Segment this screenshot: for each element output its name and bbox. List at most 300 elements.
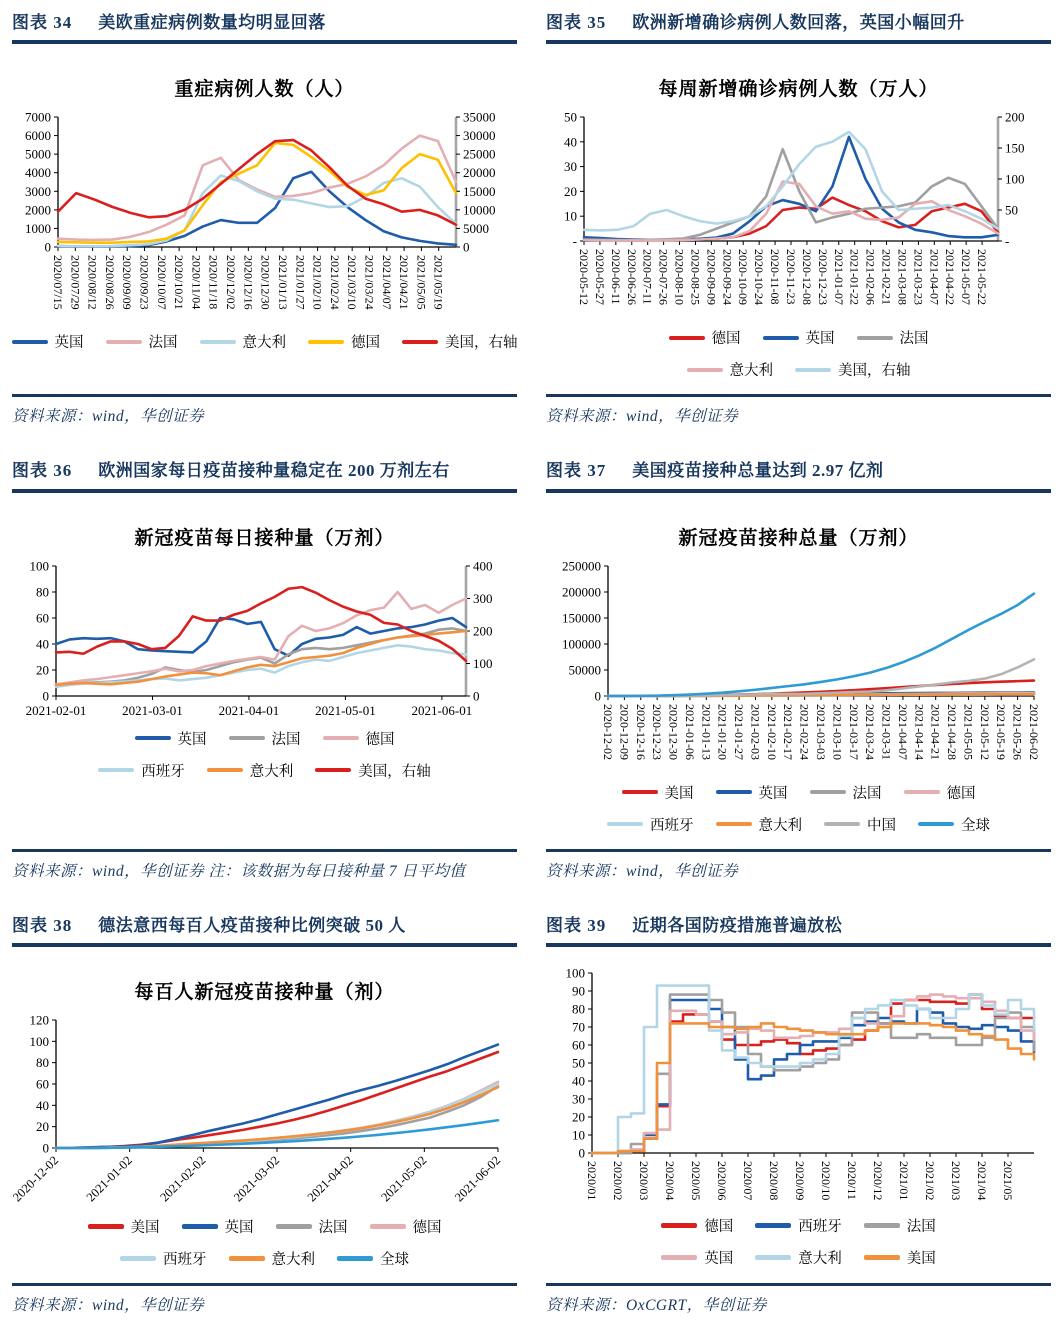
- legend-swatch-icon: [12, 340, 48, 345]
- legend-label: 意大利: [242, 335, 286, 352]
- legend-swatch-icon: [106, 340, 142, 345]
- figure-label: 图表 37: [546, 461, 607, 481]
- svg-text:3000: 3000: [25, 184, 51, 200]
- svg-text:2021-01-02: 2021-01-02: [83, 1152, 135, 1205]
- legend-swatch-icon: [864, 1255, 900, 1260]
- line-chart-svg: [546, 963, 1046, 1211]
- svg-text:2020-12-08: 2020-12-08: [799, 249, 814, 306]
- legend-item: [200, 331, 287, 352]
- line-chart-svg: [12, 558, 512, 724]
- legend-item: [661, 1247, 733, 1268]
- svg-text:2020-12-02: 2020-12-02: [601, 703, 615, 760]
- svg-text:2020/11: 2020/11: [845, 1160, 859, 1200]
- divider: [12, 849, 517, 852]
- svg-text:20: 20: [36, 662, 49, 677]
- svg-text:30000: 30000: [463, 128, 496, 144]
- legend-label: 法国: [271, 731, 301, 748]
- legend-item: [308, 331, 380, 352]
- svg-text:2020-12-16: 2020-12-16: [633, 703, 648, 760]
- figure-header: [546, 911, 1051, 947]
- svg-text:2021/01/27: 2021/01/27: [293, 255, 308, 310]
- svg-text:2020/12/02: 2020/12/02: [224, 255, 239, 310]
- legend-row: [88, 1216, 442, 1237]
- svg-text:2020/12/30: 2020/12/30: [258, 255, 273, 310]
- svg-text:2020/07/15: 2020/07/15: [51, 255, 65, 310]
- svg-text:2020/12: 2020/12: [871, 1160, 885, 1201]
- svg-text:2020-08-25: 2020-08-25: [688, 249, 703, 306]
- svg-text:2020-07-11: 2020-07-11: [640, 249, 655, 305]
- svg-text:60: 60: [36, 610, 49, 625]
- legend-swatch-icon: [120, 1256, 156, 1261]
- legend-item: [904, 782, 976, 803]
- legend-item: [182, 1216, 254, 1237]
- legend-label: 英国: [704, 1250, 734, 1267]
- legend-row: [622, 782, 976, 803]
- legend-label: 德国: [365, 731, 395, 748]
- svg-text:2020-06-26: 2020-06-26: [624, 249, 639, 306]
- svg-text:2021-05-12: 2021-05-12: [977, 703, 992, 760]
- chart-title: 重症病例人数（人）: [174, 79, 355, 101]
- legend-label: 德国: [351, 335, 380, 352]
- svg-text:2021-03-23: 2021-03-23: [911, 249, 926, 306]
- legend-swatch-icon: [182, 1224, 218, 1229]
- legend-item: [669, 327, 741, 348]
- svg-text:2020-10-09: 2020-10-09: [736, 249, 751, 306]
- legend-label: 意大利: [758, 817, 802, 834]
- legend-swatch-icon: [200, 340, 236, 345]
- svg-text:300: 300: [473, 590, 493, 606]
- svg-text:2021/05/05: 2021/05/05: [414, 255, 429, 310]
- svg-text:100: 100: [1005, 171, 1025, 187]
- svg-text:60: 60: [36, 1076, 49, 1092]
- series-line-法国: [584, 149, 998, 240]
- legend-swatch-icon: [755, 1255, 791, 1260]
- svg-text:40: 40: [36, 636, 49, 651]
- svg-text:0: 0: [44, 239, 51, 255]
- legend-item: [229, 728, 301, 749]
- svg-text:30: 30: [564, 159, 577, 175]
- figure-header: [12, 8, 517, 44]
- svg-text:2020/02: 2020/02: [611, 1160, 625, 1201]
- legend-label: 德国: [711, 331, 741, 348]
- svg-text:2021-05-22: 2021-05-22: [975, 249, 990, 306]
- series-line-英国: [584, 137, 998, 240]
- svg-text:2021-04-07: 2021-04-07: [927, 249, 942, 306]
- svg-text:40: 40: [572, 1073, 585, 1089]
- legend-swatch-icon: [661, 1223, 697, 1228]
- line-chart: [9, 1012, 517, 1212]
- svg-text:2020/09/09: 2020/09/09: [120, 255, 135, 310]
- legend-label: 美国: [906, 1250, 936, 1267]
- svg-text:2020-09-24: 2020-09-24: [720, 249, 735, 306]
- legend-label: 意大利: [249, 763, 294, 780]
- legend-swatch-icon: [315, 768, 351, 773]
- legend-label: 法国: [899, 331, 929, 348]
- svg-text:0: 0: [463, 239, 470, 255]
- legend-label: 英国: [758, 785, 788, 802]
- svg-text:15000: 15000: [463, 184, 496, 200]
- svg-text:2021-04-22: 2021-04-22: [943, 249, 958, 306]
- legend-swatch-icon: [229, 1256, 265, 1261]
- svg-text:2020-08-10: 2020-08-10: [672, 249, 687, 306]
- svg-text:2020/09/23: 2020/09/23: [137, 255, 152, 310]
- figure-label: 图表 36: [12, 461, 73, 481]
- series-line-德国: [58, 143, 456, 243]
- svg-text:2021/04/21: 2021/04/21: [397, 255, 412, 310]
- figure-heading: 欧洲国家每日疫苗接种量稳定在 200 万剂左右: [98, 461, 450, 481]
- legend-item: [323, 728, 395, 749]
- svg-text:2021/01: 2021/01: [897, 1160, 911, 1201]
- svg-text:50: 50: [564, 109, 577, 125]
- svg-text:2021/04/07: 2021/04/07: [379, 255, 394, 310]
- svg-text:7000: 7000: [25, 109, 51, 125]
- legend-swatch-icon: [207, 768, 243, 773]
- figure-label: 图表 39: [546, 915, 607, 935]
- legend-swatch-icon: [661, 1255, 697, 1260]
- legend-swatch-icon: [716, 822, 752, 827]
- legend-item: [276, 1216, 348, 1237]
- svg-text:2020/09: 2020/09: [793, 1160, 807, 1201]
- svg-text:2021-04-02: 2021-04-02: [304, 1152, 356, 1205]
- chart-legend: [12, 1216, 517, 1269]
- divider: [546, 394, 1051, 397]
- legend-swatch-icon: [763, 336, 799, 341]
- figure-panel-34: [12, 8, 517, 426]
- svg-text:25000: 25000: [463, 146, 496, 162]
- legend-swatch-icon: [810, 790, 846, 795]
- svg-text:20000: 20000: [463, 165, 496, 181]
- legend-swatch-icon: [98, 768, 134, 773]
- svg-text:2021-01-27: 2021-01-27: [732, 703, 747, 760]
- legend-swatch-icon: [88, 1224, 124, 1229]
- svg-text:2021-05-26: 2021-05-26: [1010, 703, 1025, 760]
- svg-text:2020/07/29: 2020/07/29: [68, 255, 83, 310]
- svg-text:2020/11/18: 2020/11/18: [206, 255, 221, 310]
- svg-text:100: 100: [29, 1033, 49, 1049]
- svg-text:100000: 100000: [562, 636, 601, 651]
- source-note: 资料来源：wind，华创证券: [12, 408, 205, 426]
- chart-legend: [546, 782, 1051, 835]
- svg-text:150000: 150000: [562, 610, 601, 625]
- svg-text:2020-11-08: 2020-11-08: [768, 249, 783, 305]
- legend-swatch-icon: [308, 340, 344, 345]
- svg-text:400: 400: [473, 558, 493, 573]
- legend-swatch-icon: [323, 736, 359, 741]
- figure-header: [546, 8, 1051, 44]
- series-line-英国: [56, 1044, 498, 1147]
- legend-swatch-icon: [370, 1224, 406, 1229]
- svg-text:2021-02-17: 2021-02-17: [781, 703, 796, 760]
- legend-item: [755, 1247, 842, 1268]
- legend-row: [669, 327, 929, 348]
- svg-text:2020-10-24: 2020-10-24: [752, 249, 767, 306]
- svg-text:20: 20: [564, 184, 577, 200]
- svg-text:90: 90: [572, 983, 585, 999]
- svg-text:2020-12-23: 2020-12-23: [650, 703, 665, 760]
- legend-label: 中国: [867, 817, 896, 834]
- line-chart-svg: [546, 109, 1046, 323]
- chart-legend: [12, 728, 517, 781]
- figure-label: 图表 35: [546, 13, 607, 32]
- legend-label: 德国: [412, 1219, 442, 1236]
- legend-label: 英国: [177, 731, 207, 748]
- figure-panel-38: [9, 911, 517, 1315]
- divider: [12, 394, 517, 397]
- svg-text:50: 50: [1005, 202, 1018, 218]
- legend-label: 德国: [704, 1218, 734, 1235]
- svg-text:2021-04-28: 2021-04-28: [945, 703, 960, 760]
- svg-text:2021-03-24: 2021-03-24: [863, 703, 878, 760]
- svg-text:2021-03-08: 2021-03-08: [895, 249, 910, 306]
- legend-item: [337, 1248, 409, 1269]
- legend-row: [661, 1247, 936, 1268]
- svg-text:2021-01-06: 2021-01-06: [682, 703, 697, 760]
- svg-text:2021-06-02: 2021-06-02: [451, 1152, 504, 1205]
- legend-item: [716, 782, 788, 803]
- legend-item: [661, 1215, 733, 1236]
- svg-text:4000: 4000: [25, 165, 51, 181]
- figure-label: 图表 38: [12, 915, 73, 935]
- svg-text:100: 100: [29, 558, 49, 573]
- legend-swatch-icon: [669, 336, 705, 341]
- svg-text:2021-03-31: 2021-03-31: [879, 703, 894, 760]
- svg-text:250000: 250000: [562, 558, 601, 573]
- svg-text:2020/08/26: 2020/08/26: [102, 255, 117, 310]
- legend-label: 英国: [224, 1219, 254, 1236]
- legend-label: 意大利: [271, 1251, 315, 1268]
- svg-text:120: 120: [29, 1012, 49, 1028]
- svg-text:0: 0: [594, 688, 601, 703]
- legend-label: 英国: [805, 331, 835, 348]
- chart-title: 新冠疫苗每日接种量（万剂）: [134, 527, 395, 549]
- figure-panel-35: [546, 8, 1051, 426]
- svg-text:0: 0: [42, 1140, 49, 1156]
- legend-label: 法国: [318, 1219, 348, 1236]
- chart-title: 每百人新冠疫苗接种量（剂）: [134, 981, 395, 1003]
- chart-legend: [546, 1215, 1051, 1268]
- svg-text:2021-02-21: 2021-02-21: [879, 249, 894, 306]
- svg-text:40: 40: [36, 1097, 49, 1113]
- legend-swatch-icon: [607, 822, 643, 827]
- svg-text:2021/02/10: 2021/02/10: [310, 255, 325, 310]
- legend-item: [716, 814, 803, 835]
- line-chart: [12, 558, 517, 724]
- chart-legend: [546, 327, 1051, 380]
- legend-swatch-icon: [229, 736, 265, 741]
- figure-heading: 德法意西每百人疫苗接种比例突破 50 人: [98, 915, 406, 935]
- legend-label: 西班牙: [163, 1251, 207, 1268]
- source-note: 资料来源：wind，华创证券: [546, 862, 739, 880]
- svg-text:2021-02-03: 2021-02-03: [748, 703, 763, 760]
- legend-label: 美国: [664, 785, 694, 802]
- svg-text:80: 80: [36, 1054, 49, 1070]
- svg-text:150: 150: [1005, 140, 1025, 156]
- svg-text:2021/05/19: 2021/05/19: [431, 255, 446, 310]
- svg-text:200: 200: [473, 623, 493, 638]
- svg-text:2021/04: 2021/04: [975, 1160, 989, 1201]
- svg-text:50: 50: [572, 1055, 585, 1071]
- line-chart: [546, 963, 1051, 1211]
- legend-item: [106, 331, 178, 352]
- svg-text:2021-04-07: 2021-04-07: [895, 703, 910, 760]
- svg-text:5000: 5000: [463, 221, 489, 237]
- svg-text:2021-04-21: 2021-04-21: [928, 703, 943, 760]
- line-chart: [546, 109, 1051, 323]
- figure-header: [546, 456, 1051, 492]
- svg-text:2021-05-19: 2021-05-19: [994, 703, 1009, 760]
- svg-text:2020-12-23: 2020-12-23: [815, 249, 830, 306]
- legend-item: [12, 331, 84, 352]
- legend-swatch-icon: [337, 1256, 373, 1261]
- svg-text:35000: 35000: [463, 109, 496, 125]
- svg-text:2021/05: 2021/05: [1001, 1160, 1015, 1201]
- legend-swatch-icon: [904, 790, 940, 795]
- svg-text:2021-03-03: 2021-03-03: [814, 703, 828, 760]
- legend-swatch-icon: [716, 790, 752, 795]
- legend-swatch-icon: [622, 790, 658, 795]
- figure-heading: 欧洲新增确诊病例人数回落，英国小幅回升: [632, 13, 965, 32]
- legend-swatch-icon: [687, 368, 723, 373]
- svg-text:2021/03: 2021/03: [949, 1160, 963, 1201]
- series-line-美国: [56, 1052, 498, 1148]
- legend-label: 法国: [852, 785, 882, 802]
- legend-label: 法国: [148, 335, 178, 352]
- svg-text:2020/01: 2020/01: [585, 1160, 599, 1201]
- svg-text:2021-04-01: 2021-04-01: [218, 702, 280, 718]
- chart-title: 新冠疫苗接种总量（万剂）: [678, 527, 919, 549]
- svg-text:80: 80: [36, 584, 49, 599]
- svg-text:2021-03-17: 2021-03-17: [846, 703, 861, 760]
- figure-header: [12, 456, 517, 492]
- svg-text:0: 0: [42, 688, 49, 703]
- legend-row: [661, 1215, 936, 1236]
- legend-item: [370, 1216, 442, 1237]
- legend-item: [229, 1248, 316, 1269]
- legend-item: [824, 814, 896, 835]
- source-note: 资料来源：wind，华创证券 注：该数据为每日接种量 7 日平均值: [12, 862, 466, 880]
- svg-text:2021/03/24: 2021/03/24: [362, 255, 377, 310]
- svg-text:2021-02-24: 2021-02-24: [797, 703, 812, 760]
- legend-label: 全球: [961, 817, 990, 834]
- svg-text:30: 30: [572, 1091, 585, 1107]
- legend-item: [763, 327, 835, 348]
- legend-swatch-icon: [864, 1223, 900, 1228]
- svg-text:-: -: [1005, 233, 1010, 249]
- line-chart: [12, 109, 517, 327]
- svg-text:2020-11-23: 2020-11-23: [784, 249, 798, 305]
- figure-panel-37: [546, 456, 1051, 880]
- legend-item: [607, 814, 694, 835]
- svg-text:2020/03: 2020/03: [637, 1160, 651, 1201]
- legend-row: [687, 359, 911, 380]
- svg-text:2021-05-07: 2021-05-07: [959, 249, 974, 306]
- svg-text:2020-06-11: 2020-06-11: [608, 249, 623, 305]
- svg-text:40: 40: [564, 134, 577, 150]
- svg-text:2021-01-20: 2021-01-20: [715, 703, 730, 760]
- svg-text:2021-03-01: 2021-03-01: [122, 702, 183, 718]
- svg-text:2021-05-02: 2021-05-02: [378, 1152, 430, 1205]
- svg-text:20: 20: [572, 1109, 585, 1125]
- svg-text:2021-01-13: 2021-01-13: [699, 703, 714, 760]
- svg-text:2021-01-22: 2021-01-22: [847, 249, 862, 306]
- series-line-美国，右轴: [584, 132, 998, 231]
- svg-text:2020-05-27: 2020-05-27: [592, 249, 607, 306]
- svg-text:2021/01/13: 2021/01/13: [275, 255, 290, 310]
- svg-text:2021-02-10: 2021-02-10: [764, 703, 779, 760]
- figure-heading: 美国疫苗接种总量达到 2.97 亿剂: [632, 461, 884, 481]
- legend-label: 全球: [380, 1251, 409, 1268]
- svg-text:2020/08: 2020/08: [767, 1160, 781, 1201]
- legend-label: 美国，右轴: [838, 363, 911, 380]
- svg-text:2020-12-09: 2020-12-09: [617, 703, 632, 760]
- legend-item: [687, 359, 774, 380]
- svg-text:2021-05-01: 2021-05-01: [315, 702, 376, 718]
- legend-swatch-icon: [402, 340, 438, 345]
- legend-label: 美国，右轴: [358, 763, 431, 780]
- legend-label: 意大利: [798, 1250, 842, 1267]
- svg-text:2021-03-02: 2021-03-02: [230, 1152, 283, 1205]
- chart-legend: [12, 331, 517, 352]
- legend-item: [315, 760, 431, 781]
- figure-header: [12, 911, 517, 947]
- legend-row: [135, 728, 395, 749]
- source-note: 资料来源：wind，华创证券: [546, 408, 739, 426]
- svg-text:2020-12-02: 2020-12-02: [9, 1152, 62, 1205]
- svg-text:2020-07-26: 2020-07-26: [656, 249, 671, 306]
- divider: [546, 1283, 1051, 1286]
- svg-text:2020-12-30: 2020-12-30: [666, 703, 681, 760]
- series-line-法国: [58, 136, 456, 240]
- svg-text:2021/02/24: 2021/02/24: [327, 255, 342, 310]
- legend-row: [120, 1248, 409, 1269]
- svg-text:2020/10: 2020/10: [819, 1160, 833, 1201]
- legend-item: [402, 331, 518, 352]
- svg-text:10: 10: [572, 1127, 585, 1143]
- svg-text:2020/08/12: 2020/08/12: [85, 255, 100, 310]
- legend-item: [864, 1215, 936, 1236]
- svg-text:1000: 1000: [25, 221, 51, 237]
- legend-label: 西班牙: [141, 763, 185, 780]
- svg-text:2021/02: 2021/02: [923, 1160, 937, 1201]
- svg-text:60: 60: [572, 1037, 585, 1053]
- svg-text:2021-06-02: 2021-06-02: [1027, 703, 1041, 760]
- svg-text:2020/10/07: 2020/10/07: [154, 255, 169, 310]
- svg-text:80: 80: [572, 1001, 585, 1017]
- legend-item: [755, 1215, 842, 1236]
- legend-swatch-icon: [276, 1224, 312, 1229]
- line-chart-svg: [546, 558, 1046, 778]
- legend-swatch-icon: [857, 336, 893, 341]
- svg-text:200: 200: [1005, 109, 1025, 125]
- legend-label: 法国: [906, 1218, 936, 1235]
- divider: [12, 1283, 517, 1286]
- legend-item: [795, 359, 911, 380]
- svg-text:0: 0: [578, 1145, 585, 1161]
- figure-panel-39: [546, 911, 1051, 1315]
- svg-text:2020/07: 2020/07: [741, 1160, 755, 1201]
- legend-item: [810, 782, 882, 803]
- svg-text:6000: 6000: [25, 128, 51, 144]
- legend-swatch-icon: [795, 368, 831, 373]
- legend-label: 美国，右轴: [445, 335, 518, 352]
- legend-item: [88, 1216, 160, 1237]
- svg-text:2020-09-09: 2020-09-09: [704, 249, 719, 306]
- svg-text:10000: 10000: [463, 202, 496, 218]
- legend-item: [857, 327, 929, 348]
- svg-text:2020-05-12: 2020-05-12: [577, 249, 591, 306]
- svg-text:2021-05-05: 2021-05-05: [961, 703, 976, 760]
- source-note: 资料来源：wind，华创证券: [12, 1296, 205, 1314]
